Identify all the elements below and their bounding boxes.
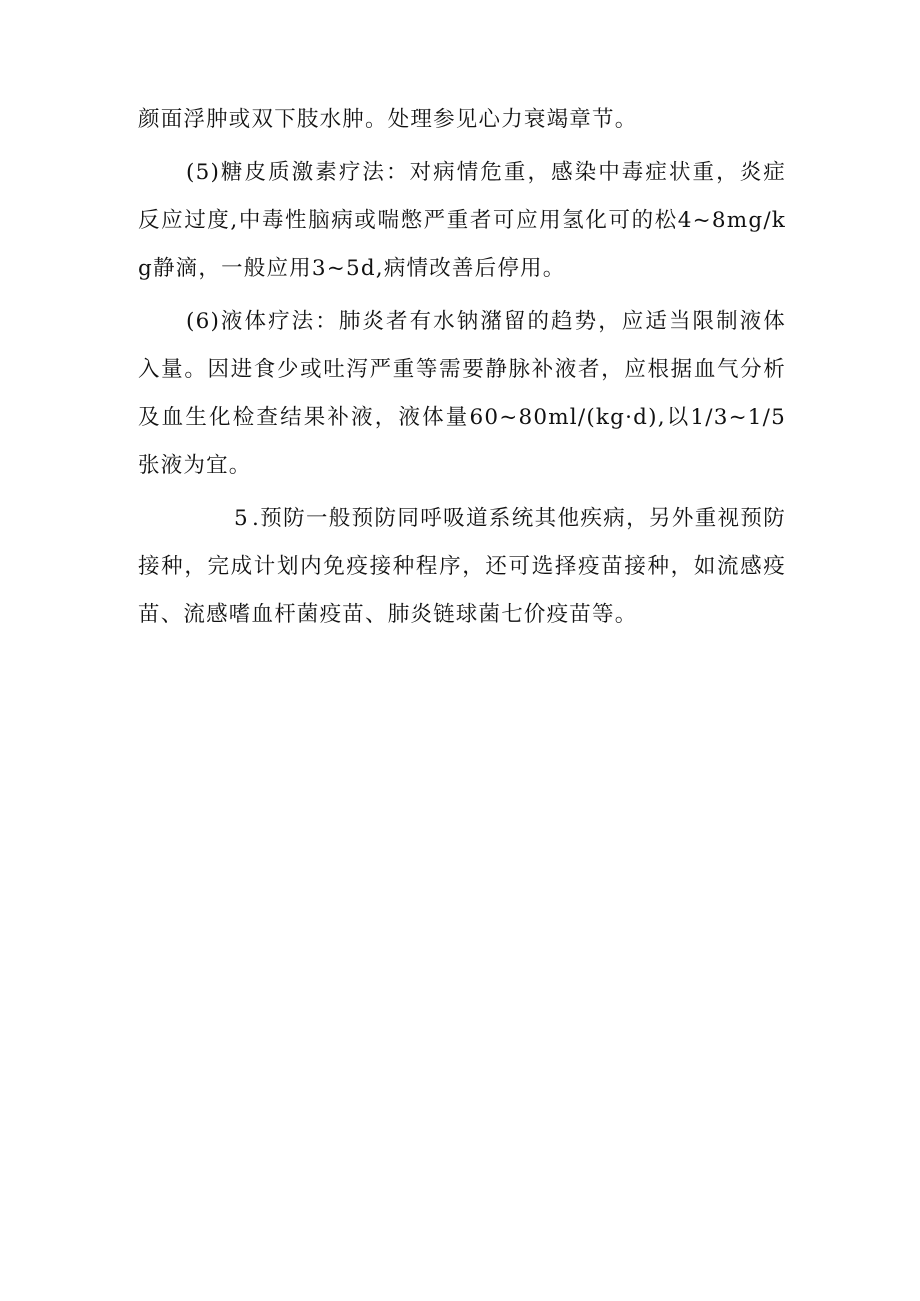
paragraph-item-5-corticosteroid-therapy: (5)糖皮质激素疗法：对病情危重，感染中毒症状重，炎症反应过度,中毒性脑病或喘憋严重者可应用氢化可的松4~8mg/kg静滴，一般应用3~5d,病情改善后停用。	[138, 160, 786, 281]
document-body	[138, 96, 786, 644]
section-text: .预防一般预防同呼吸道系统其他疾病，另外重视预防接种，完成计划内免疫接种程序，还可选择疫苗接种，如流感疫苗、流感嗜血杆菌疫苗、肺炎链球菌七价疫苗等。	[138, 506, 786, 627]
paragraph-continuation: 颜面浮肿或双下肢水肿。处理参见心力衰竭章节。	[138, 107, 638, 132]
paragraph-item-6-fluid-therapy: (6)液体疗法：肺炎者有水钠潴留的趋势，应适当限制液体入量。因进食少或吐泻严重等需要静脉补液者，应根据血气分析及血生化检查结果补液，液体量60~80ml/(kg·d),以1/3~1/5张液为宜。	[138, 309, 786, 478]
section-number: 5	[234, 506, 249, 531]
paragraph-section-5-prevention	[138, 495, 786, 639]
